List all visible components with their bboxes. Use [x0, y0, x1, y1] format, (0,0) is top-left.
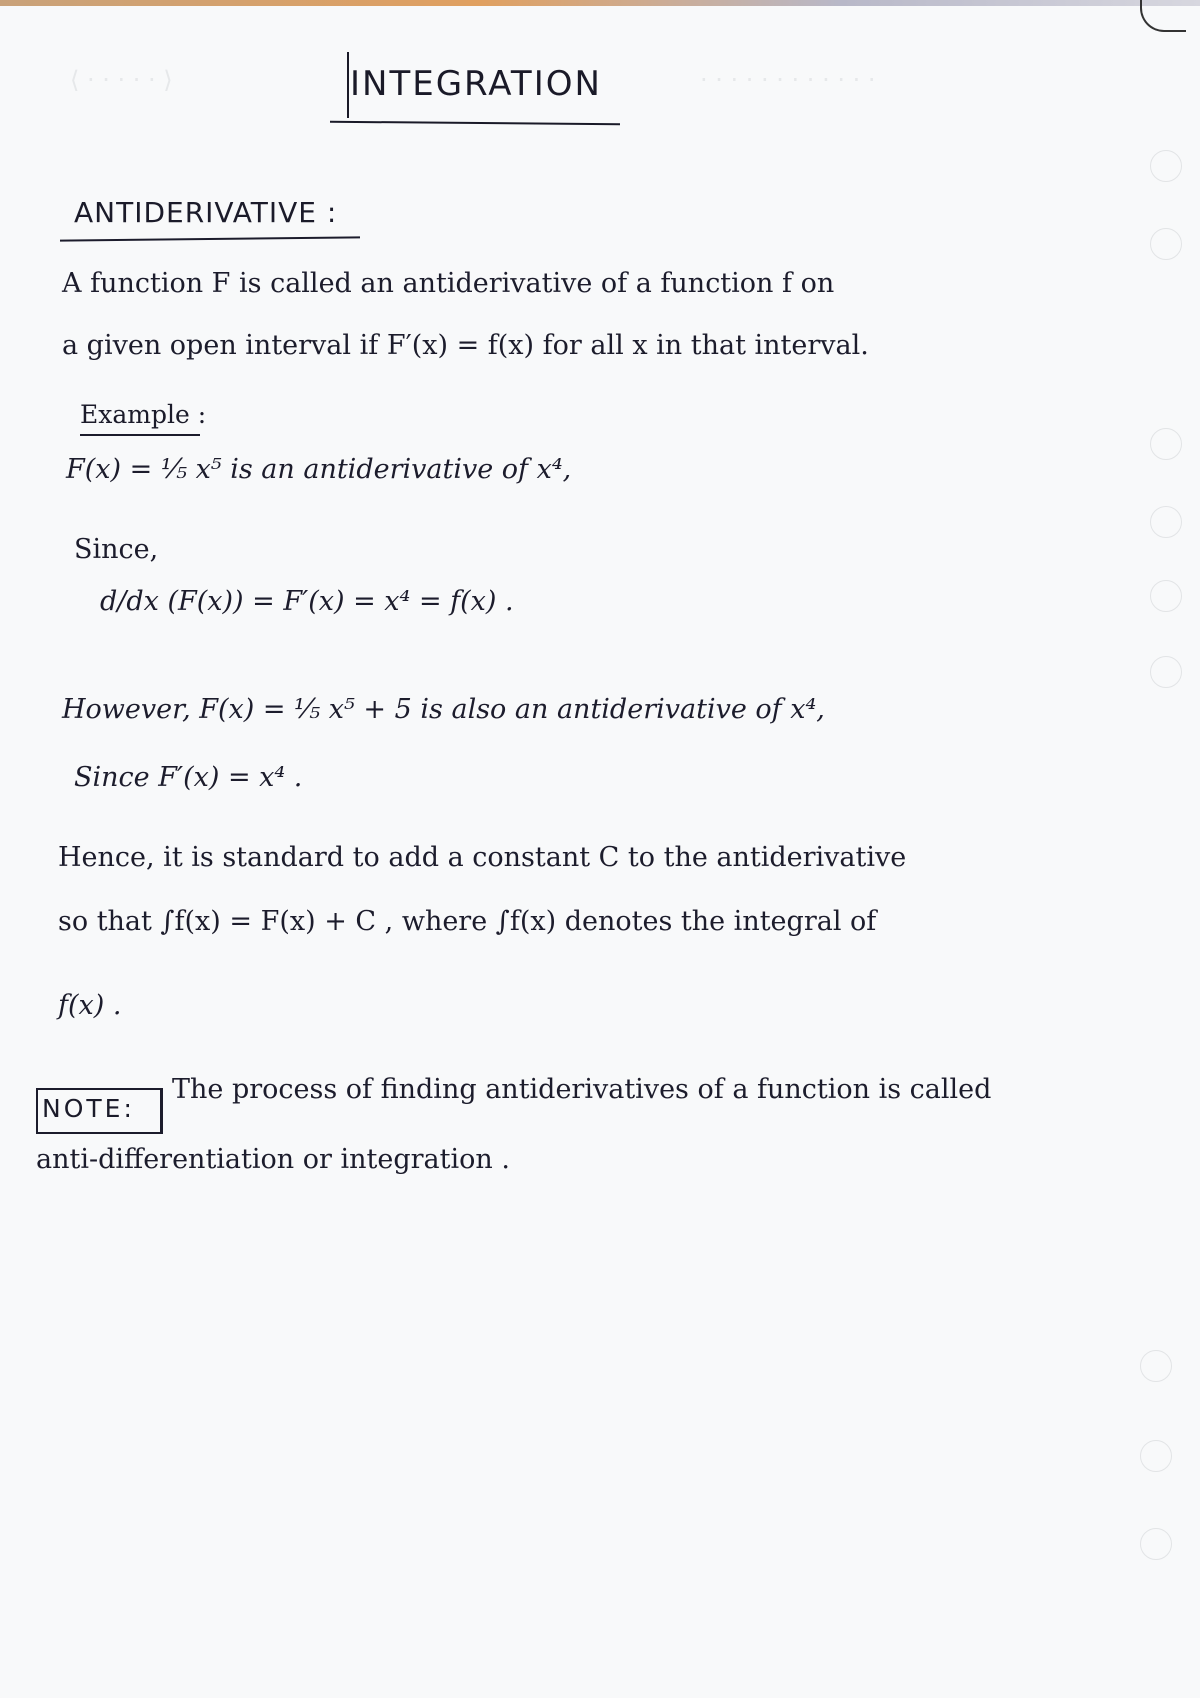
example-line-3: However, F(x) = ⅕ x⁵ + 5 is also an antiderivative of x⁴, [62, 694, 825, 725]
title-bar [347, 52, 349, 118]
note-line-1: The process of finding antiderivatives of a function is called [172, 1074, 992, 1105]
hence-line-3: f(x) . [58, 990, 122, 1021]
note-line-2: anti-differentiation or integration . [36, 1144, 510, 1175]
example-line-2: d/dx (F(x)) = F′(x) = x⁴ = f(x) . [100, 586, 514, 617]
show-through-circle [1150, 506, 1182, 538]
example-line-1: F(x) = ⅕ x⁵ is an antiderivative of x⁴, [66, 454, 572, 485]
heading-underline [60, 236, 360, 241]
show-through-circle [1150, 228, 1182, 260]
page-top-edge [0, 0, 1200, 6]
show-through-circle [1140, 1350, 1172, 1382]
section-heading: ANTIDERIVATIVE : [74, 196, 338, 229]
hence-line-2: so that ∫f(x) = F(x) + C , where ∫f(x) denotes the integral of [58, 906, 877, 937]
show-through-circle [1150, 150, 1182, 182]
note-label: NOTE: [42, 1094, 135, 1123]
corner-mark [1140, 0, 1186, 32]
show-through-circle [1140, 1440, 1172, 1472]
show-through-circle [1140, 1528, 1172, 1560]
example-underline [80, 434, 200, 436]
definition-line-1: A function F is called an antiderivative of a function f on [62, 268, 835, 299]
example-label: Example : [80, 400, 207, 429]
show-through-text: · · · · · · · · · · · · [700, 66, 876, 94]
definition-line-2: a given open interval if F′(x) = f(x) for all x in that interval. [62, 330, 869, 361]
show-through-circle [1150, 580, 1182, 612]
since-label: Since, [74, 534, 159, 565]
page-title: INTEGRATION [350, 64, 602, 104]
show-through-circle [1150, 656, 1182, 688]
hence-line-1: Hence, it is standard to add a constant C to the antiderivative [58, 842, 907, 873]
title-underline [330, 121, 620, 126]
example-line-4: Since F′(x) = x⁴ . [74, 762, 303, 793]
show-through-circle [1150, 428, 1182, 460]
show-through-text: ⟨ · · · · · ⟩ [70, 66, 173, 94]
